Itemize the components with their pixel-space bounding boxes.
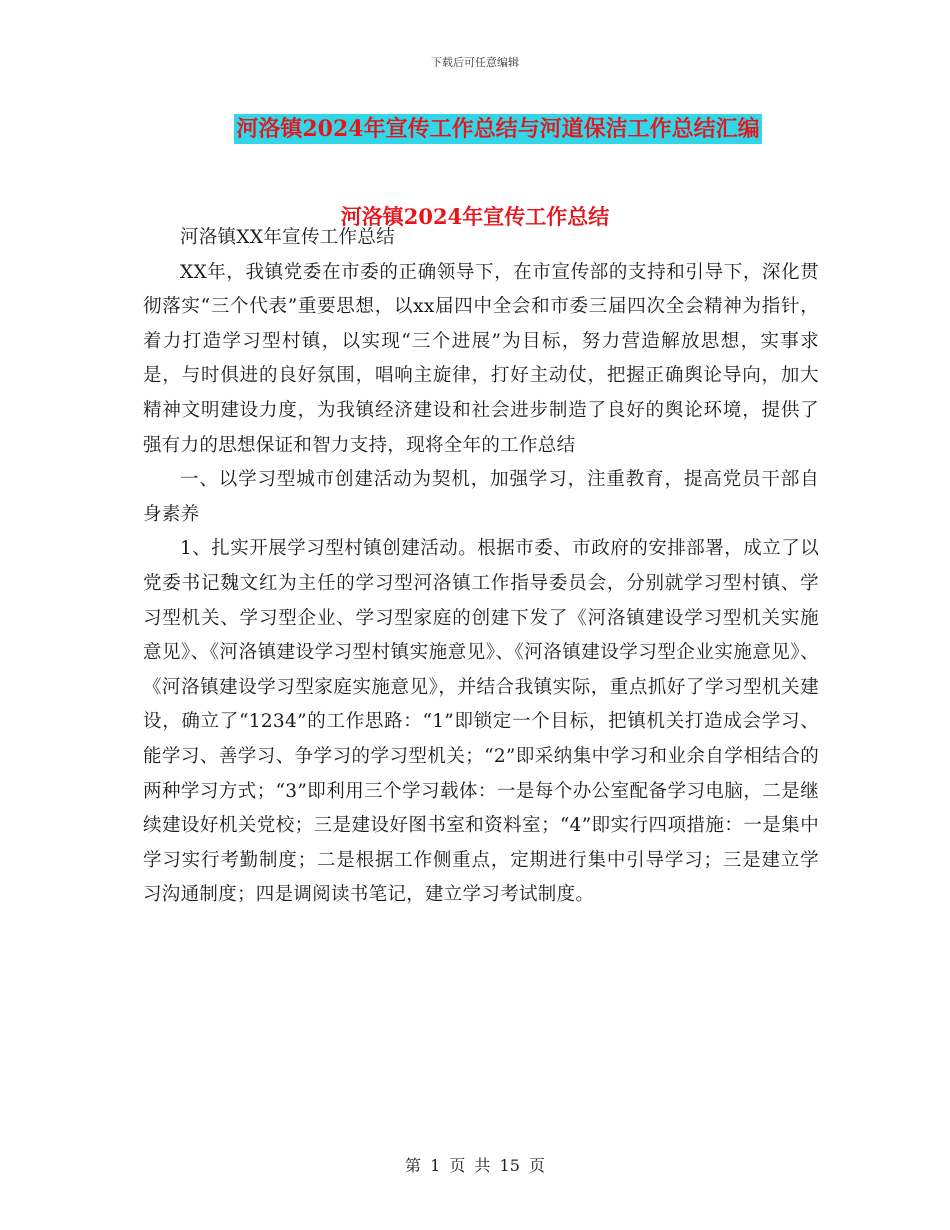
- document-body: [143, 221, 819, 913]
- header-note: 下载后可任意编辑: [431, 56, 519, 69]
- page-indicator: 第 1 页 共 15 页: [405, 1156, 545, 1175]
- paragraph-item-1: 1、扎实开展学习型村镇创建活动。根据市委、市政府的安排部署，成立了以党委书记魏文红为主任的学习型河洛镇工作指导委员会，分别就学习型村镇、学习型机关、学习型企业、学习型家庭的创建下发了《河洛镇建设学习型机关实施意见》、《河洛镇建设学习型村镇实施意见》、《河洛镇建设学习型企业实施意见》、《河洛镇建设学习型家庭实施意见》，并结合我镇实际，重点抓好了学习型机关建设，确立了“1234”的工作思路：“1”即锁定一个目标，把镇机关打造成会学习、能学习、善学习、争学习的学习型机关；“2”即采纳集中学习和业余自学相结合的两种学习方式；“3”即利用三个学习载体：一是每个办公室配备学习电脑，二是继续建设好机关党校；三是建设好图书室和资料室；“4”即实行四项措施：一是集中学习实行考勤制度；二是根据工作侧重点，定期进行集中引导学习；三是建立学习沟通制度；四是调阅读书笔记，建立学习考试制度。: [143, 538, 819, 906]
- document-title-container: [0, 114, 950, 144]
- paragraph-subtitle: 河洛镇XX年宣传工作总结: [180, 227, 395, 248]
- section-title: 河洛镇2024年宣传工作总结: [340, 204, 610, 229]
- document-title: 河洛镇2024年宣传工作总结与河道保洁工作总结汇编: [236, 116, 760, 142]
- paragraph-heading-1: 一、以学习型城市创建活动为契机，加强学习，注重教育，提高党员干部自身素养: [143, 469, 819, 525]
- paragraph-intro: XX年，我镇党委在市委的正确领导下，在市宣传部的支持和引导下，深化贯彻落实“三个代表”重要思想，以xx届四中全会和市委三届四次全会精神为指针，着力打造学习型村镇，以实现“三个进展”为目标，努力营造解放思想，实事求是，与时俱进的良好氛围，唱响主旋律，打好主动仗，把握正确舆论导向，加大精神文明建设力度，为我镇经济建设和社会进步制造了良好的舆论环境，提供了强有力的思想保证和智力支持，现将全年的工作总结: [143, 261, 819, 456]
